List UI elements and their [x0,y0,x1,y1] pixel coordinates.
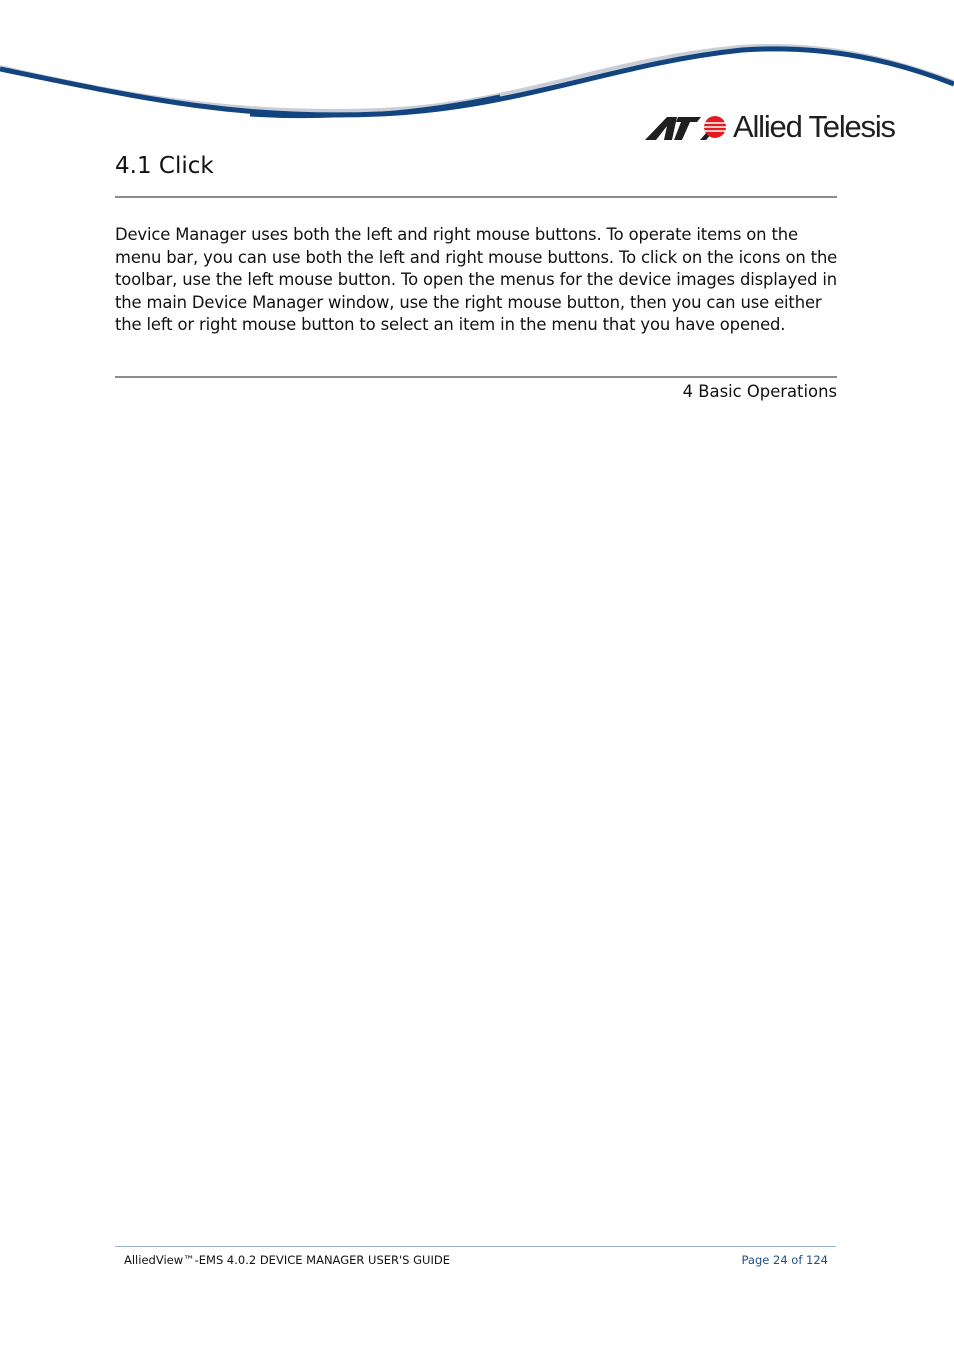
footer-page-number: Page 24 of 124 [741,1253,828,1267]
allied-telesis-logo [645,110,905,146]
footer-guide-title: AlliedView™-EMS 4.0.2 DEVICE MANAGER USER'S GUIDE [124,1253,450,1267]
section-paragraph: Device Manager uses both the left and right mouse buttons. To operate items on the menu bar, you can use both the left and right mouse buttons. To click on the icons on the toolbar, use the left mouse button. To open the menus for the device images displayed in the main Device Manager window, use the right mouse button, then you can use either the left or right mouse button to select an item in the menu that you have opened. [115,225,838,334]
section-divider-top [115,196,837,198]
chapter-label: 4 Basic Operations [682,382,837,401]
logo-wordmark: Allied Telesis [733,109,895,144]
page-header [0,0,954,150]
logo-mark-icon [645,114,729,144]
section-title: 4.1 Click [115,153,214,179]
footer-divider [115,1246,836,1247]
section-divider-bottom [115,376,837,378]
